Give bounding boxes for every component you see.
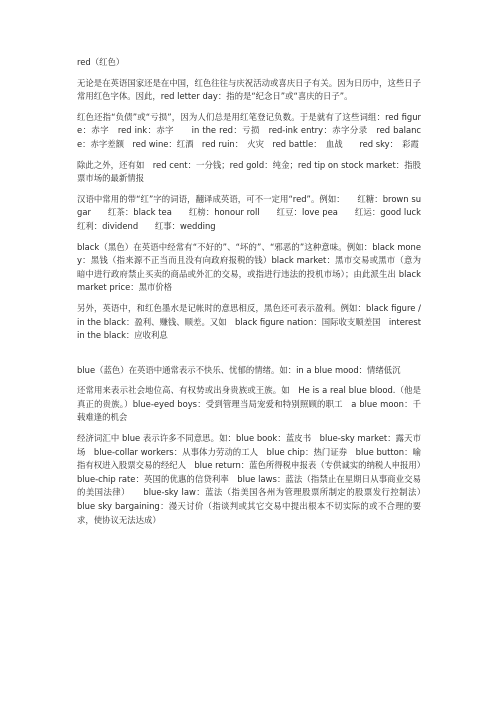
paragraph-spacer [77,295,421,302]
paragraph-spacer [77,152,421,159]
paragraph-spacer [77,70,421,77]
paragraph-red-celebration: 无论是在英语国家还是在中国，红色往往与庆祝活动或喜庆日子有关。因为日历中，这些日子常用红色字体。因此，red letter day：指的是“纪念日”或“喜庆的日子”。 [77,77,421,102]
paragraph-red-heading: red（红色） [77,57,125,67]
paragraph-spacer [77,234,421,241]
paragraph-red-debt: 红色还指“负债”或“亏损”，因为人们总是用红笔登记负数。于是就有了这些词组：red figure：赤字 red ink：赤字 in the red：亏损 red-ink entry：赤字分录 red balance：赤字差额 red wine：红酒 red ruin： 火灾 red battle： 血战 red sky： 彩霞 [77,111,421,149]
paragraph-red-other: 除此之外，还有如 red cent：一分钱；red gold：纯金；red tip on stock market：指股票市场的最新情报 [77,159,421,184]
paragraph-spacer [77,343,421,364]
document-body [77,56,438,527]
paragraph-spacer [77,377,421,384]
paragraph-blue-economics: 经济词汇中 blue 表示许多不同意思。如：blue book：蓝皮书 blue-sky market：露天市场 blue-collar workers：从事体力劳动的工人 blue chip：热门证券 blue button：喻指有权进入股票交易的经纪人 blue return：蓝色所得税申报表（专供诚实的纳税人申报用） blue-chip rate：英国的优惠的信贷利率 blue laws：蓝法（指禁止在星期日从事商业交易的美国法律） blue-sky law：蓝法（指美国各州为管理股票所制定的股票发行控制法） blue sky bargaining：漫天讨价（指谈判或其它交易中提出根本不切实际的或不合理的要求，使协议无法达成） [77,433,438,525]
paragraph-black: black（黑色）在英语中经常有“不好的”、“坏的”、“邪恶的”这种意味。例如：black money：黑钱（指来源不正当而且没有向政府报税的钱）black market：黑市交易或黑市（意为暗中进行政府禁止买卖的商品或外汇的交易，或指进行违法的投机市场）；由此派生出 black market price：黑市价格 [77,241,421,293]
paragraph-spacer [77,425,421,432]
paragraph-blue-status: 还常用来表示社会地位高、有权势或出身贵族或王族。如 He is a real blue blood.（他是真正的贵族。）blue-eyed boys：受到管理当局宠爱和特别照顾的职工 a blue moon：千载难逢的机会 [77,385,421,423]
paragraph-spacer [77,104,421,111]
paragraph-black-profit: 另外，英语中，和红色墨水是记帐时的意思相反，黑色还可表示盈利。例如：black figure / in the black：盈利、赚钱、顺差。又如 black figure nation：国际收支顺差国 interest in the black：应收利息 [77,302,421,341]
paragraph-spacer [77,186,421,193]
paragraph-red-chinese: 汉语中常用的带“红”字的词语，翻译成英语，可不一定用“red”。例如： 红糖：brown sugar 红茶：black tea 红榜：honour roll 红豆：love pea 红运：good luck 红利：dividend 红事：wedding [77,193,438,231]
paragraph-blue: blue（蓝色）在英语中通常表示不快乐、忧郁的情绪。如：in a blue mood：情绪低沉 [77,364,401,375]
